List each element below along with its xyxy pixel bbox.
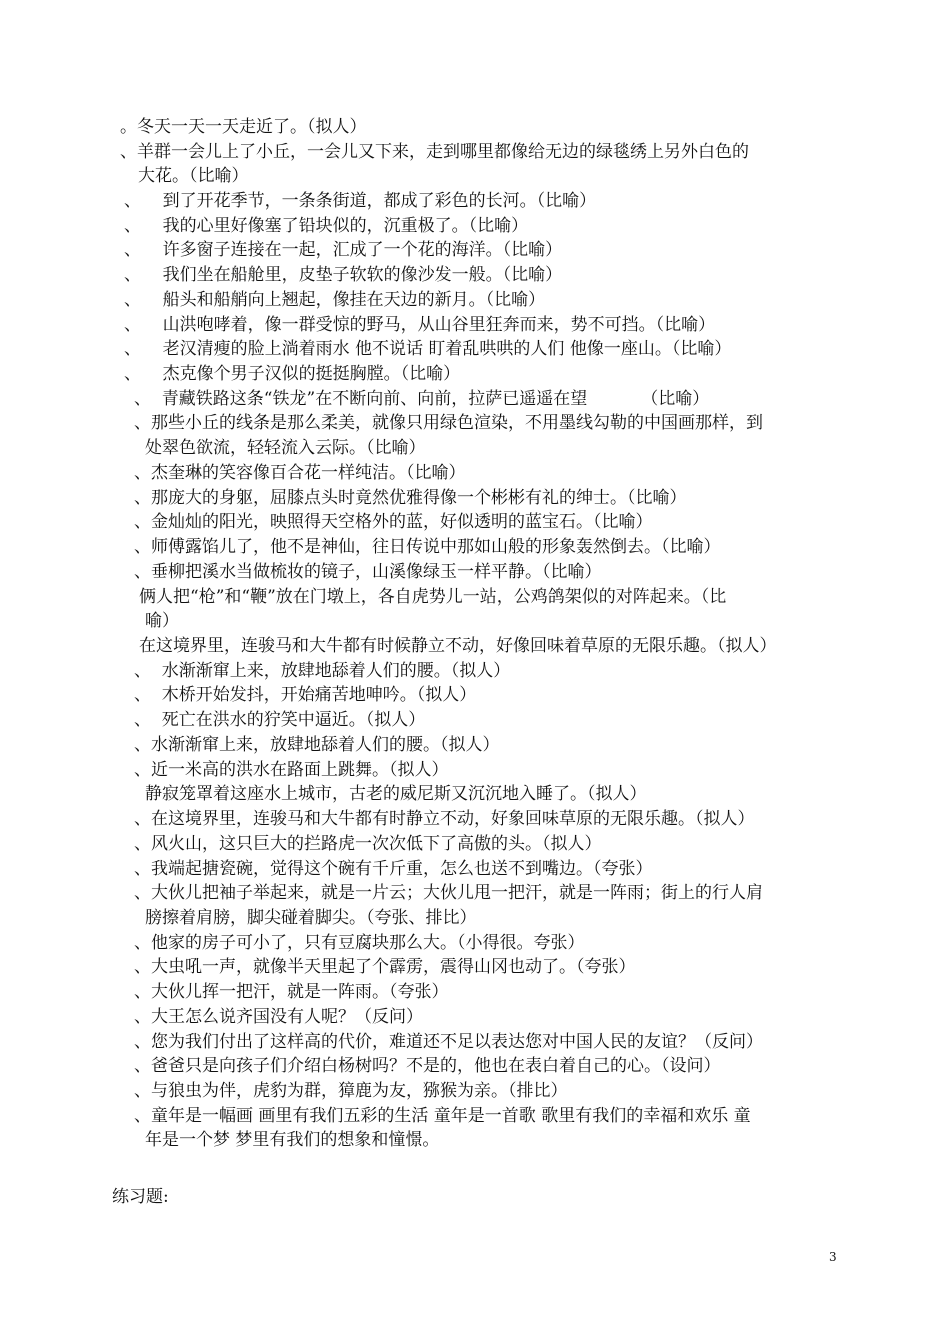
text-line: 、 死亡在洪水的狞笑中逼近。（拟人） <box>134 710 426 730</box>
text-line: 、大伙儿把袖子举起来，就是一片云；大伙儿甩一把汗，就是一阵雨；街上的行人肩 <box>134 883 763 903</box>
text-line: 、大虫吼一声，就像半天里起了个霹雳，震得山冈也动了。（夸张） <box>134 957 636 977</box>
text-line: 、他家的房子可小了，只有豆腐块那么大。（小得很。夸张） <box>134 933 585 953</box>
text-line: 、师傅露馅儿了，他不是神仙，往日传说中那如山般的形象轰然倒去。（比喻） <box>134 537 721 557</box>
text-line: 、爸爸只是向孩子们介绍白杨树吗？不是的，他也在表白着自己的心。（设问） <box>134 1056 721 1076</box>
text-line: 、与狼虫为伴，虎豹为群，獐鹿为友，猕猴为亲。（排比） <box>134 1081 568 1101</box>
text-line: 、在这境界里，连骏马和大牛都有时静立不动，好象回味草原的无限乐趣。（拟人） <box>134 809 755 829</box>
text-line: 、您为我们付出了这样高的代价，难道还不足以表达您对中国人民的友谊？（反问） <box>134 1032 763 1052</box>
text-line: 喻） <box>145 611 179 631</box>
text-line: 、 船头和船艄向上翘起，像挂在天边的新月。（比喻） <box>124 290 546 310</box>
text-line: 膀擦着肩膀，脚尖碰着脚尖。（夸张、排比） <box>145 908 477 928</box>
text-line: 、 许多窗子连接在一起，汇成了一个花的海洋。（比喻） <box>124 240 563 260</box>
text-line: 、近一米高的洪水在路面上跳舞。（拟人） <box>134 760 449 780</box>
text-line: 、 老汉清瘦的脸上淌着雨水 他不说话 盯着乱哄哄的人们 他像一座山。（比喻） <box>124 339 732 359</box>
text-line: 、那庞大的身躯，屈膝点头时竟然优雅得像一个彬彬有礼的绅士。（比喻） <box>134 488 687 508</box>
text-line: 、 我们坐在船舱里，皮垫子软软的像沙发一般。（比喻） <box>124 265 563 285</box>
text-line: 静寂笼罩着这座水上城市，古老的威尼斯又沉沉地入睡了。（拟人） <box>145 784 647 804</box>
text-line: 、 水渐渐窜上来，放肆地舔着人们的腰。（拟人） <box>134 661 511 681</box>
text-line: 、风火山，这只巨大的拦路虎一次次低下了高傲的头。（拟人） <box>134 834 602 854</box>
text-line: 、大伙儿挥一把汗，就是一阵雨。（夸张） <box>134 982 449 1002</box>
text-line: 、杰奎琳的笑容像百合花一样纯洁。（比喻） <box>134 463 466 483</box>
text-line: 、 我的心里好像塞了铅块似的，沉重极了。（比喻） <box>124 216 529 236</box>
text-line: 大花。（比喻） <box>138 166 249 186</box>
exercise-heading: 练习题: <box>112 1187 169 1207</box>
text-line: 、那些小丘的线条是那么柔美，就像只用绿色渲染，不用墨线勾勒的中国画那样，到 <box>134 413 763 433</box>
text-line: 年是一个梦 梦里有我们的想象和憧憬。 <box>145 1130 440 1150</box>
text-line: 、 杰克像个男子汉似的挺挺胸膛。（比喻） <box>124 364 461 384</box>
text-line: 、童年是一幅画 画里有我们五彩的生活 童年是一首歌 歌里有我们的幸福和欢乐 童 <box>134 1106 751 1126</box>
text-line: 。冬天一天一天走近了。（拟人） <box>120 117 367 137</box>
text-line: 、 木桥开始发抖，开始痛苦地呻吟。（拟人） <box>134 685 477 705</box>
text-line: 、水渐渐窜上来，放肆地舔着人们的腰。（拟人） <box>134 735 500 755</box>
text-line: 、金灿灿的阳光，映照得天空格外的蓝，好似透明的蓝宝石。（比喻） <box>134 512 653 532</box>
text-line: 、我端起搪瓷碗，觉得这个碗有千斤重，怎么也送不到嘴边。（夸张） <box>134 859 653 879</box>
text-line: 、 山洪咆哮着，像一群受惊的野马，从山谷里狂奔而来，势不可挡。（比喻） <box>124 315 716 335</box>
text-line: 、 到了开花季节，一条条街道，都成了彩色的长河。（比喻） <box>124 191 597 211</box>
text-line: 俩人把“枪”和“鞭”放在门墩上，各自虎势儿一站，公鸡鸽架似的对阵起来。（比 <box>139 587 727 607</box>
text-line: 在这境界里，连骏马和大牛都有时候静立不动，好像回味着草原的无限乐趣。（拟人） <box>139 636 777 656</box>
text-line: 处翠色欲流，轻轻流入云际。（比喻） <box>145 438 426 458</box>
text-line: 、垂柳把溪水当做梳妆的镜子，山溪像绿玉一样平静。（比喻） <box>134 562 602 582</box>
text-line: 、羊群一会儿上了小丘，一会儿又下来，走到哪里都像给无边的绿毯绣上另外白色的 <box>120 142 749 162</box>
text-line: 、大王怎么说齐国没有人呢？（反问） <box>134 1007 423 1027</box>
page-number: 3 <box>829 1250 837 1264</box>
text-line: 、 青藏铁路这条“铁龙”在不断向前、向前，拉萨已遥遥在望 （比喻） <box>134 389 710 409</box>
